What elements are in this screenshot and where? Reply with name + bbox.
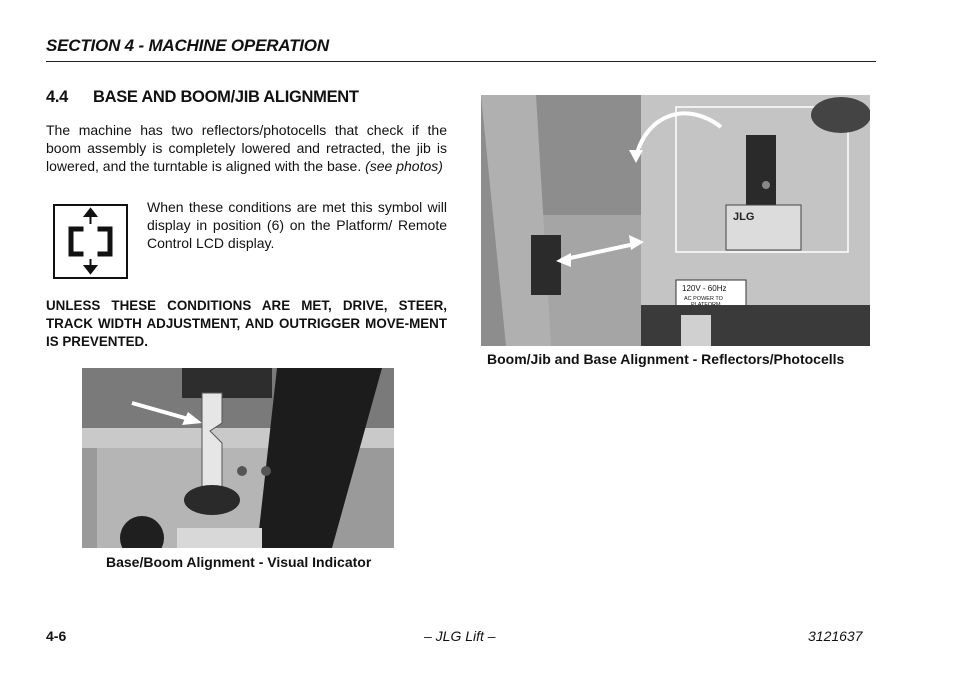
- intro-text: The machine has two reflectors/photocells that check if the boom assembly is completely lowered and retracted, the jib is lowered, and the turntable is aligned with the base.: [46, 122, 447, 174]
- intro-paragraph: [46, 121, 447, 175]
- warning-text: UNLESS THESE CONDITIONS ARE MET, DRIVE, STEER, TRACK WIDTH ADJUSTMENT, AND OUTRIGGER MOVE-MENT IS PREVENTED.: [46, 298, 447, 349]
- photo2-logo: JLG: [733, 211, 755, 223]
- photo2-label-line2: AC POWER TO: [684, 296, 723, 302]
- section-heading: [46, 88, 359, 107]
- footer-brand: – JLG Lift –: [424, 628, 496, 644]
- alignment-symbol-icon: [53, 204, 128, 279]
- reflector-photocell-photo: [481, 95, 870, 346]
- heading-number: 4.4: [46, 88, 69, 106]
- section-title: SECTION 4 - MACHINE OPERATION: [46, 36, 329, 55]
- base-boom-photo: [82, 368, 394, 548]
- symbol-paragraph: When these conditions are met this symbol will display in position (6) on the Platform/ Remote Control LCD display.: [147, 199, 447, 251]
- photo2-caption: Boom/Jib and Base Alignment - Reflectors/Photocells: [487, 351, 845, 367]
- photo2-label-line1: 120V - 60Hz: [682, 284, 727, 293]
- heading-title: BASE AND BOOM/JIB ALIGNMENT: [93, 88, 359, 106]
- intro-see-photos: (see photos): [365, 158, 443, 174]
- page-number: 4-6: [46, 628, 67, 644]
- header-rule: [46, 61, 876, 62]
- document-number: 3121637: [808, 628, 863, 644]
- alignment-symbol-graphic: [55, 206, 126, 277]
- photo1-caption: Base/Boom Alignment - Visual Indicator: [106, 554, 372, 570]
